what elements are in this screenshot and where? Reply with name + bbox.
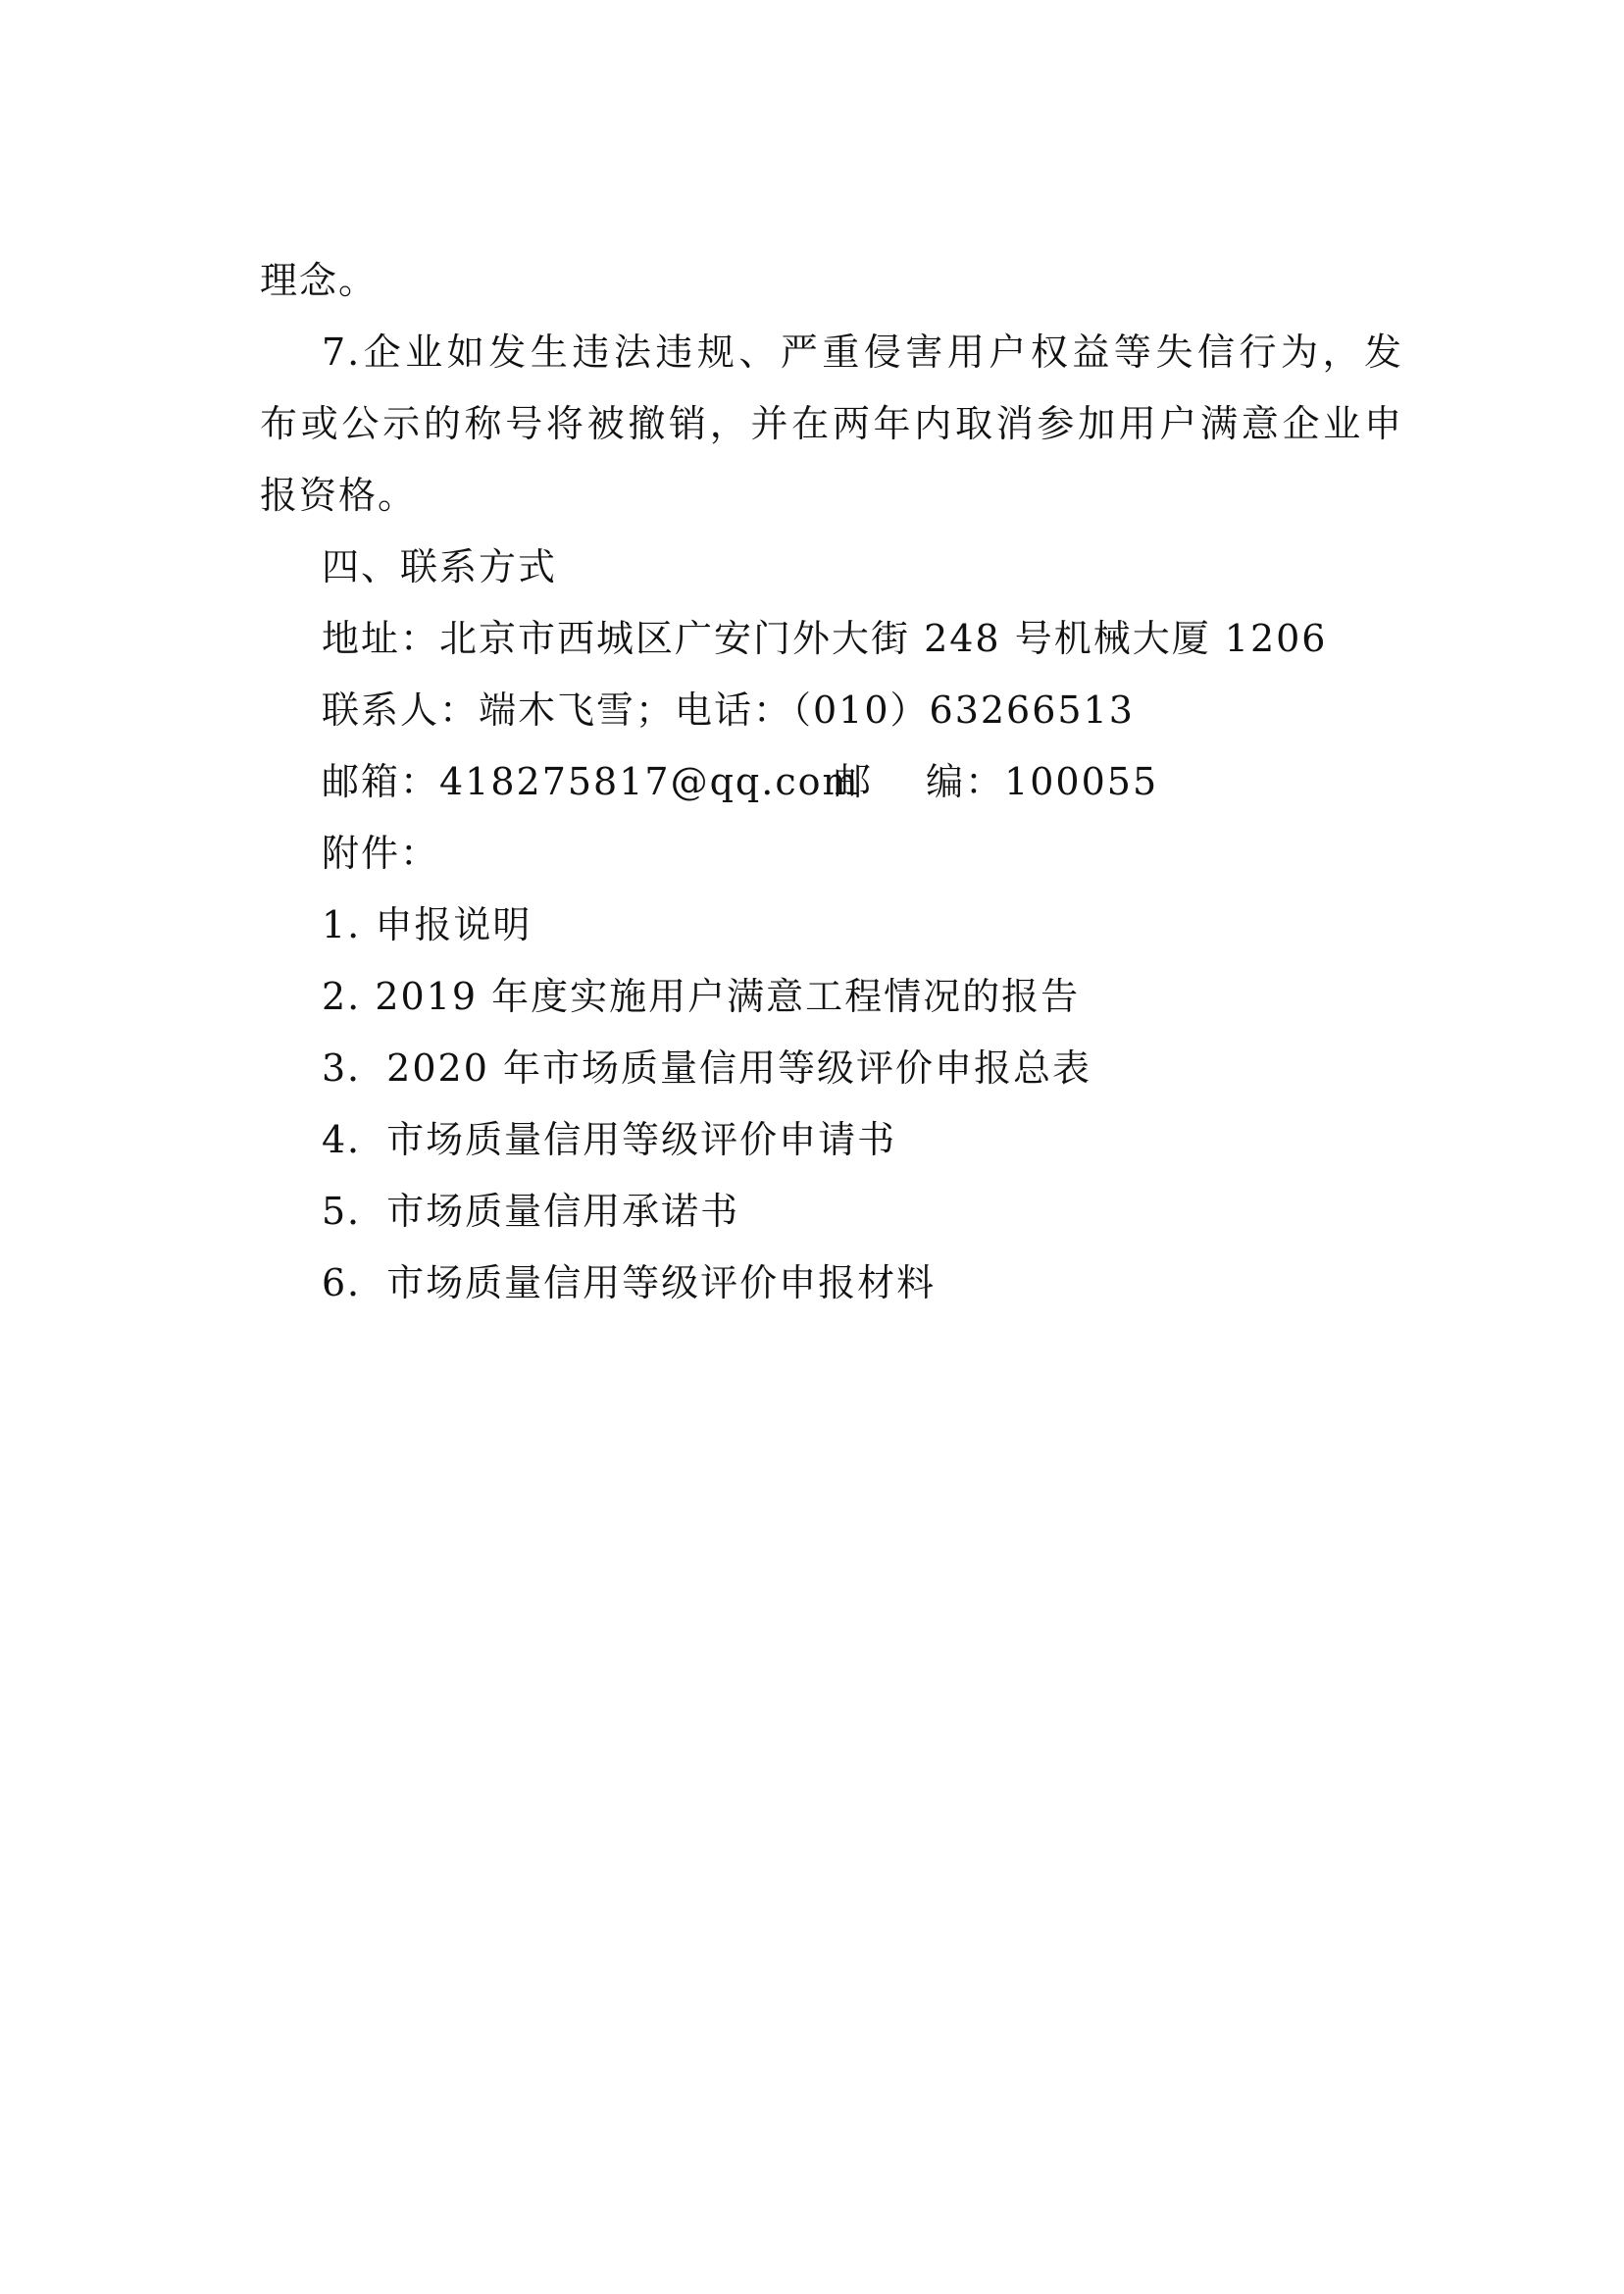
- attachment-item: 3．2020 年市场质量信用等级评价申报总表: [322, 1046, 1091, 1090]
- contact-heading: 四、联系方式: [322, 545, 558, 588]
- contact-email: 邮箱：418275817@qq.com: [322, 760, 860, 803]
- attachment-item: 1. 申报说明: [322, 903, 533, 946]
- attachment-item: 6．市场质量信用等级评价申报材料: [322, 1261, 937, 1304]
- contact-address: 地址：北京市西城区广安门外大街 248 号机械大厦 1206: [322, 617, 1328, 660]
- item7-line1: 7.企业如发生违法违规、严重侵害用户权益等失信行为，发: [322, 331, 1403, 374]
- attachment-item: 4．市场质量信用等级评价申请书: [322, 1118, 897, 1161]
- item7-line2: 布或公示的称号将被撤销，并在两年内取消参加用户满意企业申: [260, 402, 1403, 445]
- attachments-heading: 附件：: [322, 832, 440, 875]
- continuation-text: 理念。: [260, 259, 379, 302]
- item7-line3: 报资格。: [260, 474, 418, 517]
- attachment-item: 5．市场质量信用承诺书: [322, 1190, 740, 1233]
- attachment-item: 2. 2019 年度实施用户满意工程情况的报告: [322, 975, 1081, 1018]
- contact-postcode: 邮 编：100055: [834, 760, 1159, 803]
- contact-person-phone: 联系人：端木飞雪；电话：（010）63266513: [322, 688, 1135, 732]
